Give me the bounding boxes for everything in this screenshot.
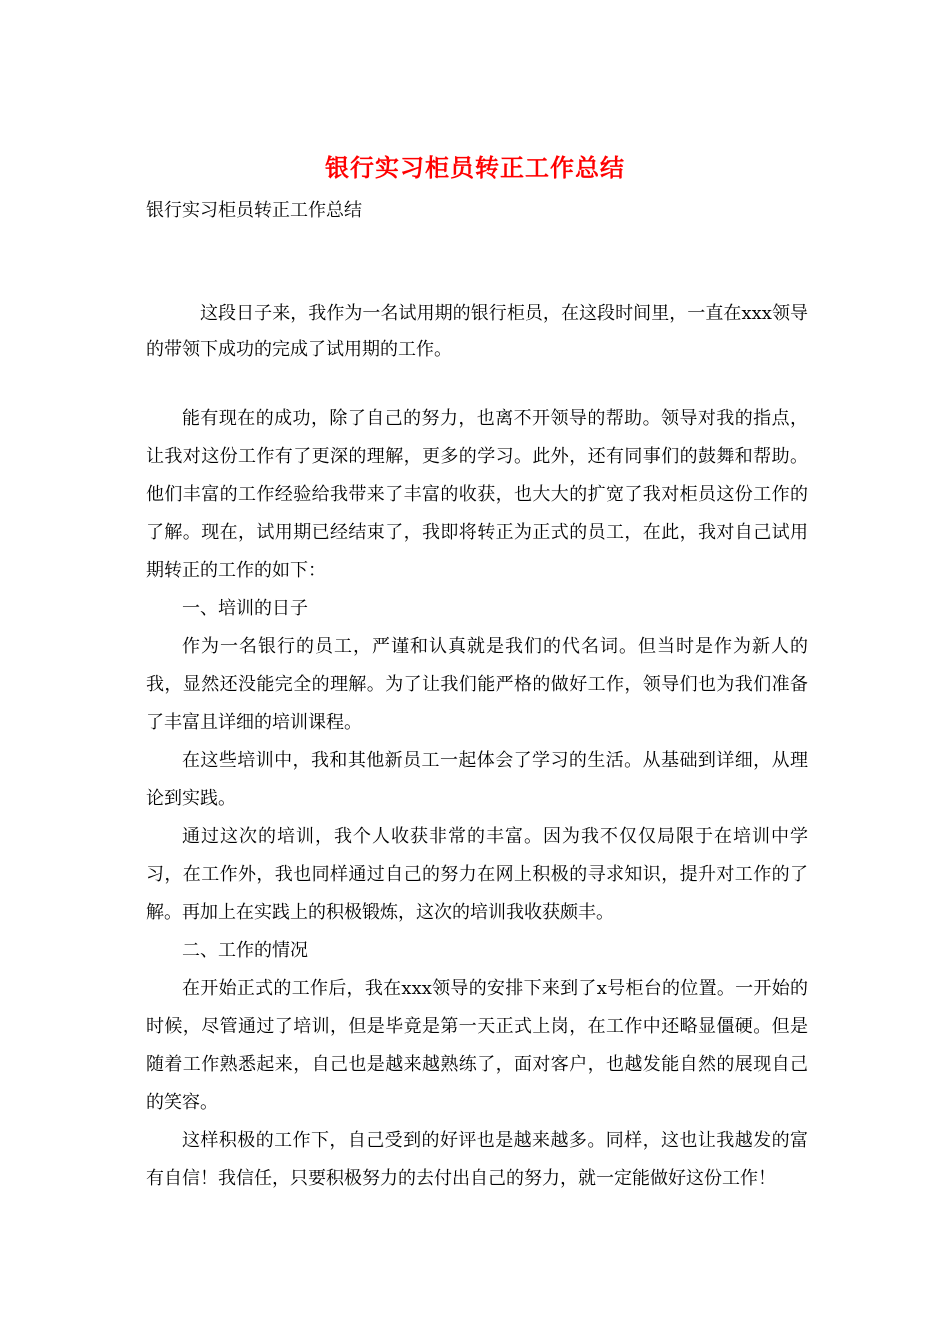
intro-block [146,296,808,368]
body-text [146,400,808,1198]
document-title: 银行实习柜员转正工作总结 [325,153,625,182]
paragraph: 作为一名银行的员工，严谨和认真就是我们的代名词。但当时是作为新人的我，显然还没能完全的理解。为了让我们能严格的做好工作，领导们也为我们准备了丰富且详细的培训课程。 [146,636,808,733]
section-heading-work: 二、工作的情况 [182,940,308,961]
intro-paragraph: 这段日子来，我作为一名试用期的银行柜员，在这段时间里，一直在xxx领导的带领下成功的完成了试用期的工作。 [146,303,808,360]
paragraph: 能有现在的成功，除了自己的努力，也离不开领导的帮助。领导对我的指点，让我对这份工作有了更深的理解，更多的学习。此外，还有同事们的鼓舞和帮助。他们丰富的工作经验给我带来了丰富的收获，也大大的扩宽了我对柜员这份工作的了解。现在，试用期已经结束了，我即将转正为正式的员工，在此，我对自己试用期转正的工作的如下： [146,408,808,581]
section-heading-training: 一、培训的日子 [182,598,308,619]
paragraph: 通过这次的培训，我个人收获非常的丰富。因为我不仅仅局限于在培训中学习，在工作外，我也同样通过自己的努力在网上积极的寻求知识，提升对工作的了解。再加上在实践上的积极锻炼，这次的培训我收获颇丰。 [146,826,808,923]
paragraph: 在开始正式的工作后，我在xxx领导的安排下来到了x号柜台的位置。一开始的时候，尽管通过了培训，但是毕竟是第一天正式上岗，在工作中还略显僵硬。但是随着工作熟悉起来，自己也是越来越熟练了，面对客户，也越发能自然的展现自己的笑容。 [146,978,808,1113]
paragraph: 这样积极的工作下，自己受到的好评也是越来越多。同样，这也让我越发的富有自信！我信任，只要积极努力的去付出自己的努力，就一定能做好这份工作！ [146,1130,808,1189]
paragraph: 在这些培训中，我和其他新员工一起体会了学习的生活。从基础到详细，从理论到实践。 [146,750,808,809]
document-subtitle: 银行实习柜员转正工作总结 [146,200,362,221]
